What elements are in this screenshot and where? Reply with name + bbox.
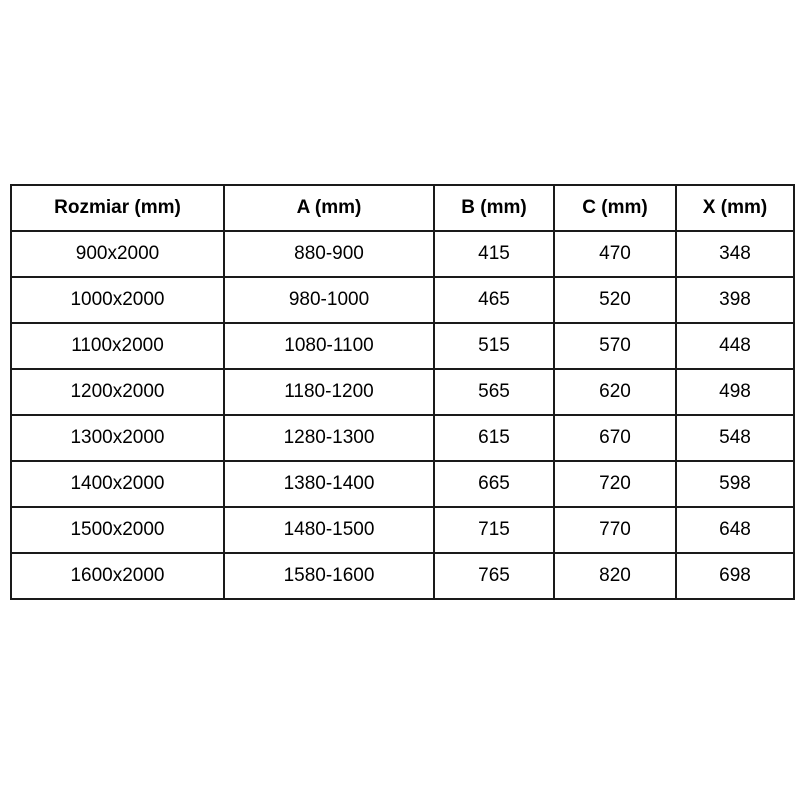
- table-row: [11, 415, 794, 461]
- table-cell: 465: [434, 277, 554, 323]
- table-cell: 515: [434, 323, 554, 369]
- table-row: [11, 461, 794, 507]
- table-cell: 448: [676, 323, 794, 369]
- table-cell: 1380-1400: [224, 461, 434, 507]
- table-cell: 1200x2000: [11, 369, 224, 415]
- table-cell: 770: [554, 507, 676, 553]
- table-cell: 820: [554, 553, 676, 599]
- table-cell: 565: [434, 369, 554, 415]
- column-header: C (mm): [554, 185, 676, 231]
- table-cell: 470: [554, 231, 676, 277]
- table-cell: 670: [554, 415, 676, 461]
- table-cell: 620: [554, 369, 676, 415]
- table-cell: 765: [434, 553, 554, 599]
- table-cell: 1580-1600: [224, 553, 434, 599]
- table-cell: 520: [554, 277, 676, 323]
- table-row: [11, 277, 794, 323]
- table-cell: 1400x2000: [11, 461, 224, 507]
- table-cell: 598: [676, 461, 794, 507]
- table-row: [11, 231, 794, 277]
- table-cell: 720: [554, 461, 676, 507]
- size-table: [10, 184, 795, 600]
- table-cell: 1300x2000: [11, 415, 224, 461]
- header-row: [11, 185, 794, 231]
- column-header: Rozmiar (mm): [11, 185, 224, 231]
- table-row: [11, 507, 794, 553]
- table-body: [11, 231, 794, 599]
- table-cell: 415: [434, 231, 554, 277]
- table-cell: 1100x2000: [11, 323, 224, 369]
- table-cell: 900x2000: [11, 231, 224, 277]
- table-cell: 980-1000: [224, 277, 434, 323]
- table-cell: 570: [554, 323, 676, 369]
- column-header: B (mm): [434, 185, 554, 231]
- column-header: X (mm): [676, 185, 794, 231]
- table-header: [11, 185, 794, 231]
- table-cell: 1080-1100: [224, 323, 434, 369]
- table-cell: 398: [676, 277, 794, 323]
- table-row: [11, 323, 794, 369]
- table-cell: 1600x2000: [11, 553, 224, 599]
- table-cell: 548: [676, 415, 794, 461]
- table-cell: 715: [434, 507, 554, 553]
- column-header: A (mm): [224, 185, 434, 231]
- table-cell: 615: [434, 415, 554, 461]
- table-cell: 698: [676, 553, 794, 599]
- table-cell: 1480-1500: [224, 507, 434, 553]
- table-cell: 665: [434, 461, 554, 507]
- table-row: [11, 553, 794, 599]
- table-cell: 1000x2000: [11, 277, 224, 323]
- table-cell: 1180-1200: [224, 369, 434, 415]
- table-cell: 1500x2000: [11, 507, 224, 553]
- table-cell: 348: [676, 231, 794, 277]
- table-cell: 880-900: [224, 231, 434, 277]
- table-row: [11, 369, 794, 415]
- table-cell: 498: [676, 369, 794, 415]
- table-cell: 648: [676, 507, 794, 553]
- table-cell: 1280-1300: [224, 415, 434, 461]
